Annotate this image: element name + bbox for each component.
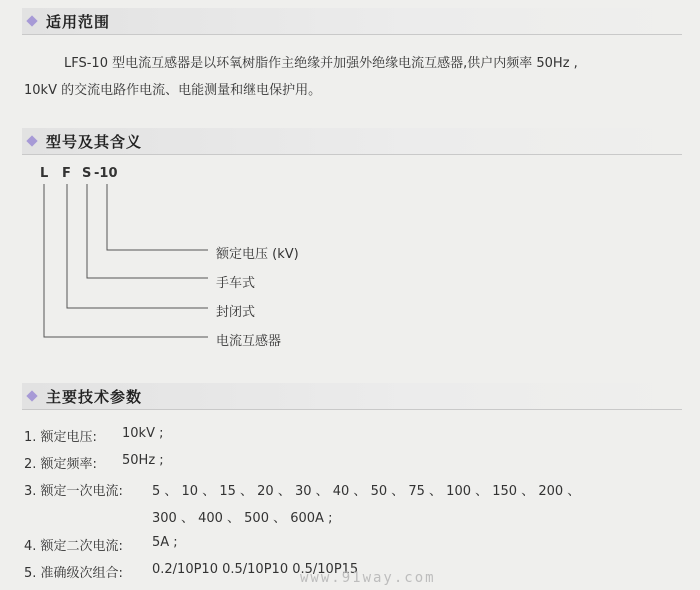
meaning-rated-voltage: 额定电压 (kV) bbox=[216, 247, 299, 262]
model-char-voltage: -10 bbox=[94, 166, 118, 181]
diamond-bullet-icon bbox=[26, 390, 37, 401]
spec-value: 0.2/10P10 0.5/10P10 0.5/10P15 bbox=[152, 562, 359, 577]
spec-value: 10kV ; bbox=[122, 426, 164, 441]
section-title: 型号及其含义 bbox=[46, 132, 143, 151]
scope-text-line-2: 10kV 的交流电路作电流、电能测量和继电保护用。 bbox=[24, 83, 322, 98]
model-char-f: F bbox=[62, 166, 71, 181]
spec-label: 4. 额定二次电流: bbox=[24, 539, 123, 554]
model-char-s: S bbox=[82, 166, 92, 181]
spec-value: 5 、 10 、 15 、 20 、 30 、 40 、 50 、 75 、 100 、 150 、 200 、 bbox=[152, 484, 581, 499]
meaning-enclosed: 封闭式 bbox=[216, 305, 256, 320]
section-title: 主要技术参数 bbox=[46, 387, 143, 406]
divider bbox=[22, 409, 682, 410]
spec-label: 2. 额定频率: bbox=[24, 457, 97, 472]
spec-value: 300 、 400 、 500 、 600A ; bbox=[152, 511, 333, 526]
spec-label: 3. 额定一次电流: bbox=[24, 484, 123, 499]
meaning-current-transformer: 电流互感器 bbox=[216, 334, 282, 349]
section-title: 适用范围 bbox=[46, 12, 111, 31]
scope-text-line-1: LFS-10 型电流互感器是以环氧树脂作主绝缘并加强外绝缘电流互感器,供户内频率 50Hz , bbox=[64, 56, 578, 71]
section-header-specs bbox=[22, 383, 677, 409]
meaning-handcart: 手车式 bbox=[216, 276, 256, 291]
spec-label: 5. 准确级次组合: bbox=[24, 566, 123, 581]
spec-value: 5A ; bbox=[152, 535, 178, 550]
model-char-l: L bbox=[40, 166, 49, 181]
watermark: www.91way.com bbox=[300, 570, 436, 586]
spec-label: 1. 额定电压: bbox=[24, 430, 97, 445]
spec-value: 50Hz ; bbox=[122, 453, 164, 468]
